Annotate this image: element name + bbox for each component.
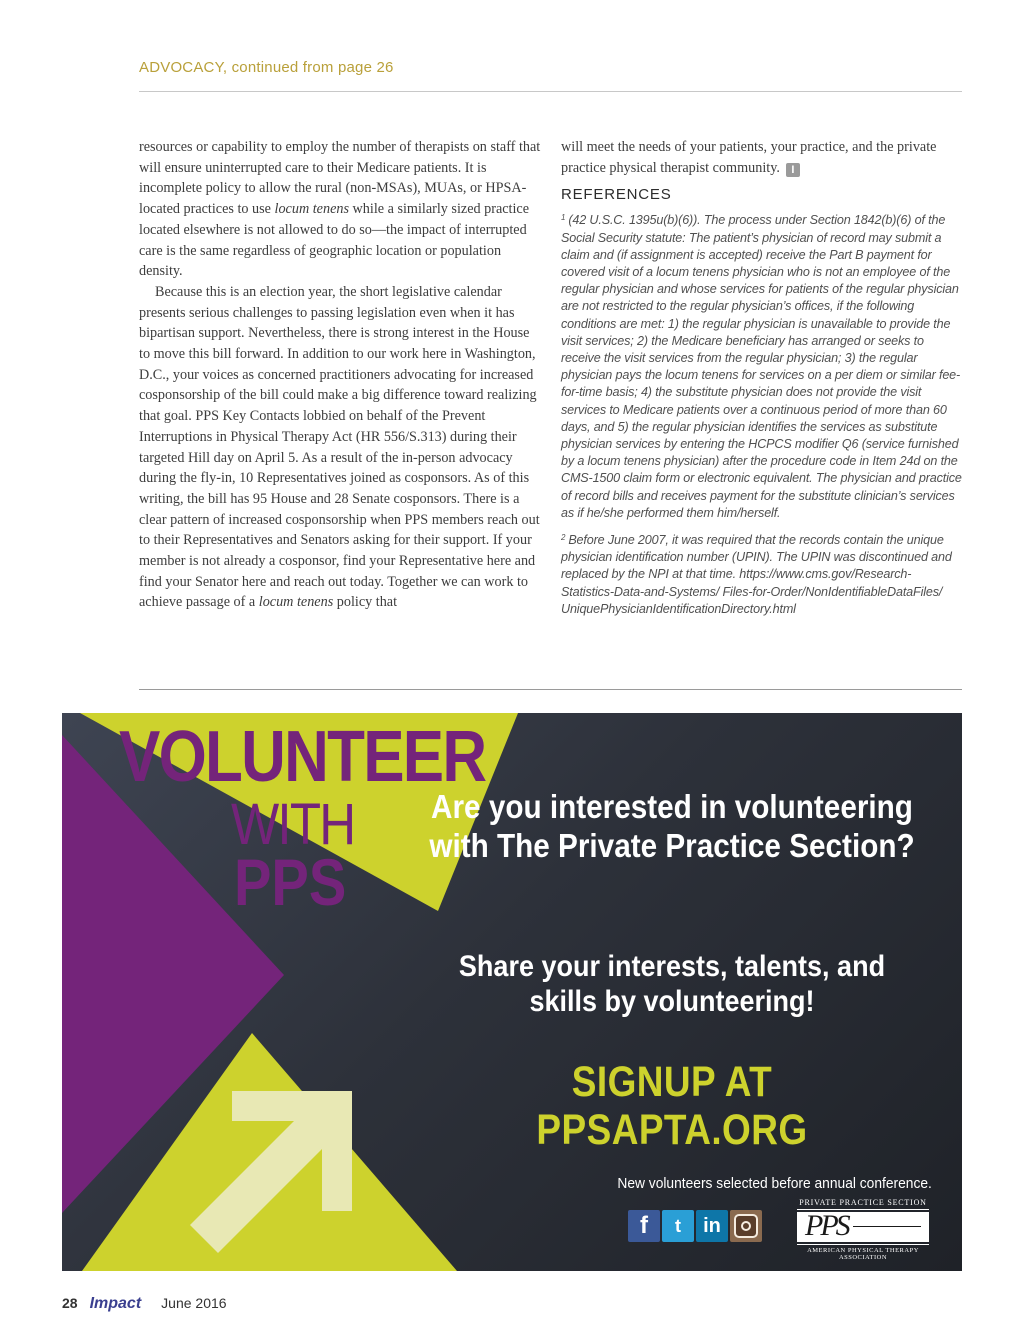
paragraph-text: policy that	[333, 594, 398, 611]
article-paragraph-1	[139, 137, 541, 282]
ad-question: Are you interested in volunteering with The Private Practice Section?	[429, 788, 915, 864]
continued-note: ADVOCACY, continued from page 26	[139, 59, 394, 76]
volunteer-advertisement[interactable]	[62, 713, 962, 1271]
reference-item	[561, 209, 963, 522]
reference-number: 1	[561, 213, 566, 223]
reference-item	[561, 529, 963, 618]
italic-term: locum tenens	[258, 594, 334, 611]
logo-top-text: PRIVATE PRACTICE SECTION	[797, 1198, 929, 1210]
section-divider	[139, 689, 962, 690]
reference-text: (42 U.S.C. 1395u(b)(6)). The process under Section 1842(b)(6) of the Social Security statute: The patient’s physician of record may submit a claim and (if assignment is accepted) receive the Part B payment for covered visit of a locum tenens physician who is not an employee of the regular physician and whose services for patients of the regular physician are not restricted to the regular physician’s offices, if the following conditions are met: 1) the regular physician is unavailable to provide the visit services; 2) the Medicare beneficiary has arranged or seeks to receive the visit services from the regular physician; 3) the regular physician pays the locum tenens for services on a per diem or similar fee-for-time basis; 4) the substitute physician does not provide the visit services to Medicare patients over a continuous period of more than 60 days, and 5) the regular physician identifies the services as substitute physician services by entering the HCPCS modifier Q6 (service furnished by a locum tenens physician) after the procedure code in Item 24d on the CMS-1500 claim form or electronic equivalent. The physician and practice of record bills and receives payment for the substitute clinician’s services as if he/she performed them him/herself.	[561, 213, 962, 520]
facebook-icon[interactable]: f	[628, 1210, 660, 1242]
page-number: 28	[62, 1295, 78, 1311]
paragraph-text: while a similarly sized practice located elsewhere is not allowed to do so—the impact of interrupted care is the same regardless of geographic location or population density.	[139, 201, 530, 280]
logo-bottom-text: AMERICAN PHYSICAL THERAPY ASSOCIATION	[797, 1244, 929, 1261]
article-right-column	[561, 137, 963, 625]
ad-footnote: New volunteers selected before annual conference.	[617, 1175, 932, 1192]
issue-date: June 2016	[161, 1295, 227, 1311]
paragraph-text: resources or capability to employ the number of therapists on staff that will ensure uninterrupted care to their Medicare patients. It is incomplete policy to allow the rural (non-MSAs), MUAs, or HPSA-located practices to use	[139, 139, 541, 218]
logo-mark-text: PPS	[805, 1209, 848, 1242]
paragraph-text: will meet the needs of your patients, your practice, and the private practice physical therapist community.	[561, 139, 937, 176]
italic-term: locum tenens	[274, 201, 349, 218]
reference-number: 2	[561, 533, 566, 543]
end-of-article-icon: I	[786, 163, 800, 177]
logo-mark	[797, 1209, 929, 1242]
article-paragraph-2	[139, 282, 541, 613]
magazine-name: Impact	[89, 1295, 142, 1312]
ad-title-with: WITH	[231, 792, 355, 857]
twitter-icon[interactable]: t	[662, 1210, 694, 1242]
article-left-column	[139, 137, 541, 613]
reference-text: Before June 2007, it was required that the records contain the unique physician identification number (UPIN). The UPIN was discontinued and replaced by the NPI at that time. https://www.cms.gov/Research-Statistics-Data-and-Systems/ Files-for-Order/NonIdentifiableDataFiles/ UniquePhysicianIdentificationDirectory.html	[561, 533, 952, 616]
top-divider	[139, 91, 962, 92]
camera-glyph	[734, 1214, 758, 1238]
ad-title-volunteer: VOLUNTEER	[119, 717, 486, 797]
references-heading: REFERENCES	[561, 186, 672, 204]
linkedin-icon[interactable]: in	[696, 1210, 728, 1242]
signup-link[interactable]: SIGNUP AT PPSAPTA.ORG	[536, 1058, 808, 1154]
ad-title-pps: PPS	[234, 845, 347, 919]
ad-share-text: Share your interests, talents, and skills by volunteering!	[458, 950, 886, 1018]
social-icons	[628, 1210, 762, 1242]
pps-logo	[797, 1198, 929, 1261]
instagram-icon[interactable]	[730, 1210, 762, 1242]
article-conclusion	[561, 137, 963, 178]
page-footer	[62, 1295, 227, 1313]
paragraph-text: Because this is an election year, the short legislative calendar presents serious challenges to passing legislation even when it has bipartisan support. Nevertheless, there is strong interest in the House to move this bill forward. In addition to our work here in Washington, D.C., your voices as concerned practitioners advocating for increased cosponsorship of the bill could make a big difference toward realizing that goal. PPS Key Contacts lobbied on behalf of the Prevent Interruptions in Physical Therapy Act (HR 556/S.313) during their targeted Hill day on April 5. As a result of the in-person advocacy during the fly-in, 10 Representatives joined as cosponsors. As of this writing, the bill has 95 House and 28 Senate cosponsors. There is a clear pattern of increased cosponsorship when PPS members reach out to their Representatives and Senators asking for their support. If your member is not already a cosponsor, find your Representative here and find your Senator here and reach out today. Together we can work to achieve passage of a	[139, 283, 540, 611]
